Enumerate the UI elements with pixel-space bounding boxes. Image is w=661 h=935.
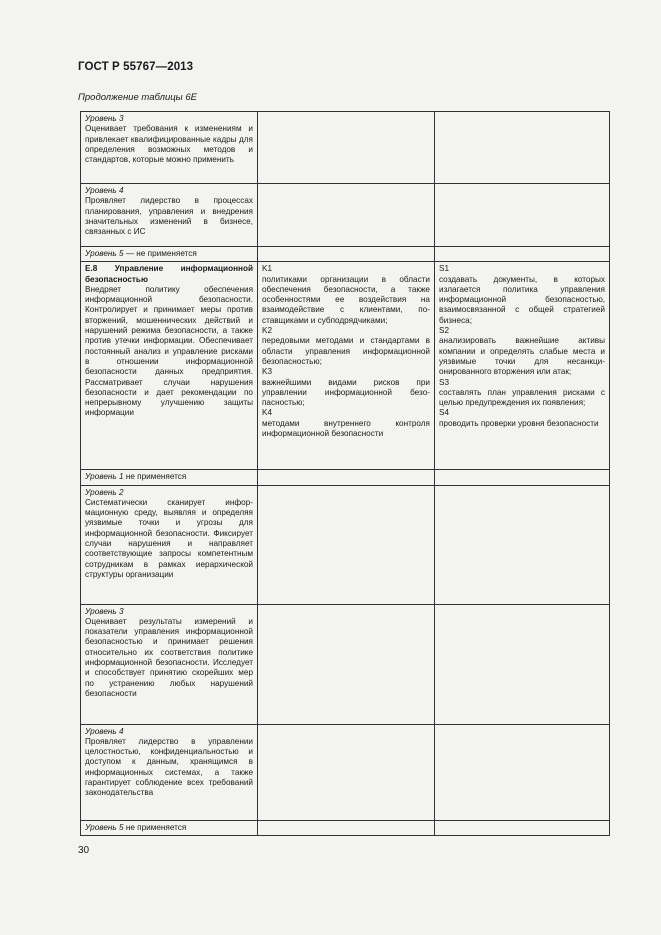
skill-text: составлять план управления рисками с целью предупреждения их появления; <box>439 387 605 408</box>
table-row <box>81 112 610 184</box>
skills-cell <box>435 820 610 835</box>
skills-cell <box>435 485 610 604</box>
level-label: Уровень 3 <box>85 114 124 123</box>
level-label: Уровень 5 <box>85 249 124 258</box>
competence-description: Внедряет политику обеспечения информационной безопасности. Контролирует и принимает меры против вторжений, мошеннических действий и нарушений режима безопасности, а также против утечки информации. Обеспечивает постоянный анализ и управление рисками в отношении информационной безопасности данных предприятия. Рассматривает случаи нарушения безопасности и дает рекомендации по непрерывному улучшению защиты информации <box>85 284 253 418</box>
description-cell <box>81 184 258 247</box>
knowledge-cell <box>258 604 435 724</box>
table-row <box>81 724 610 820</box>
knowledge-text: важнейшими видами рисков при управлении информационной безопасностью; <box>262 377 430 408</box>
level-description: Оценивает требования к изменениям и привлекает квалифицированные кадры для определения возможных методов и стандартов, которые можно применить <box>85 124 253 165</box>
level-note: — не применяется <box>123 249 197 258</box>
knowledge-code: K2 <box>262 326 273 336</box>
skills-cell <box>435 724 610 820</box>
knowledge-text: передовыми методами и стандартами в области управления информационной безопасностью; <box>262 336 430 366</box>
level-label: Уровень 3 <box>85 606 124 616</box>
description-cell <box>81 247 258 262</box>
knowledge-code: K1 <box>262 264 273 274</box>
description-cell <box>81 470 258 485</box>
skill-code: S3 <box>439 377 450 387</box>
competence-description-cell <box>81 262 258 470</box>
level-label: Уровень 1 <box>85 472 124 482</box>
skills-cell <box>435 184 610 247</box>
knowledge-cell <box>258 485 435 604</box>
level-note: не применяется <box>123 472 187 482</box>
skill-code: S4 <box>439 408 450 418</box>
skills-cell <box>435 247 610 262</box>
level-label: Уровень 5 <box>85 822 124 832</box>
table-row <box>81 485 610 604</box>
description-cell <box>81 112 258 184</box>
knowledge-code: K4 <box>262 408 273 418</box>
level-description: Проявляет лидерство в процессах планирования, управления и внедрения значительных изменений в бизнесе, связанных с ИС <box>85 196 253 237</box>
skills-cell <box>435 470 610 485</box>
skills-cell <box>435 262 610 470</box>
knowledge-cell <box>258 247 435 262</box>
table-row <box>81 604 610 724</box>
level-label: Уровень 4 <box>85 186 124 195</box>
competence-title: Е.8 Управление информационной безопасностью <box>85 264 253 284</box>
skill-text: проводить проверки уровня безопасности <box>439 418 599 428</box>
level-label: Уровень 4 <box>85 726 124 736</box>
knowledge-cell <box>258 112 435 184</box>
description-cell <box>81 724 258 820</box>
level-description: Систематически сканирует информационную среду, выявляя и определяя уязвимые точки и угрозы для информационной безопасности. Фиксирует случаи нарушения и направляет соответствующие запросы компетентным сотрудникам в рамках иерархической структуры организации <box>85 497 253 579</box>
level-label: Уровень 2 <box>85 487 124 497</box>
knowledge-cell <box>258 470 435 485</box>
skills-cell <box>435 604 610 724</box>
table-row <box>81 262 610 470</box>
knowledge-cell <box>258 820 435 835</box>
page-number: 30 <box>78 845 90 856</box>
table-row <box>81 470 610 485</box>
description-cell <box>81 604 258 724</box>
knowledge-cell <box>258 262 435 470</box>
skill-text: создавать документы, в которых излагается политика управления информационной безопасностью, взаимосвязанной с общей стратегией бизнеса; <box>439 274 605 325</box>
competence-table <box>80 111 610 836</box>
table-caption: Продолжение таблицы 6Е <box>78 92 197 103</box>
level-description: Проявляет лидерство в управлении целостностью, конфиденциальностью и доступом к данным, хранящимся в информационных системах, а также гарантирует соблюдение всех требований законодательства <box>85 736 253 798</box>
skill-text: анализировать важнейшие активы компании и определять слабые места и уязвимые точки для несанкционированного вторжения или атак; <box>439 336 605 377</box>
table-row <box>81 820 610 835</box>
description-cell <box>81 485 258 604</box>
knowledge-code: K3 <box>262 367 273 377</box>
knowledge-cell <box>258 724 435 820</box>
description-cell <box>81 820 258 835</box>
level-note: не применяется <box>123 822 187 832</box>
knowledge-cell <box>258 184 435 247</box>
skill-code: S1 <box>439 264 450 274</box>
knowledge-text: политиками организации в области обеспечения безопасности, а также особенностями ее воздействия на взаимодействие с клиентами, поставщиками и субподрядчиками; <box>262 274 430 325</box>
level-description: Оценивает результаты измерений и показатели управления информационной безопасностью и принимает решения относительно их соответствия политике информационной безопасности. Исследует и способствует принятию скорейших мер по устранению любых нарушений безопасности <box>85 616 253 698</box>
skill-code: S2 <box>439 326 450 336</box>
skills-cell <box>435 112 610 184</box>
document-header: ГОСТ Р 55767—2013 <box>78 61 194 73</box>
knowledge-text: методами внутреннего контроля информационной безопасности <box>262 418 430 439</box>
table-row <box>81 247 610 262</box>
table-row <box>81 184 610 247</box>
